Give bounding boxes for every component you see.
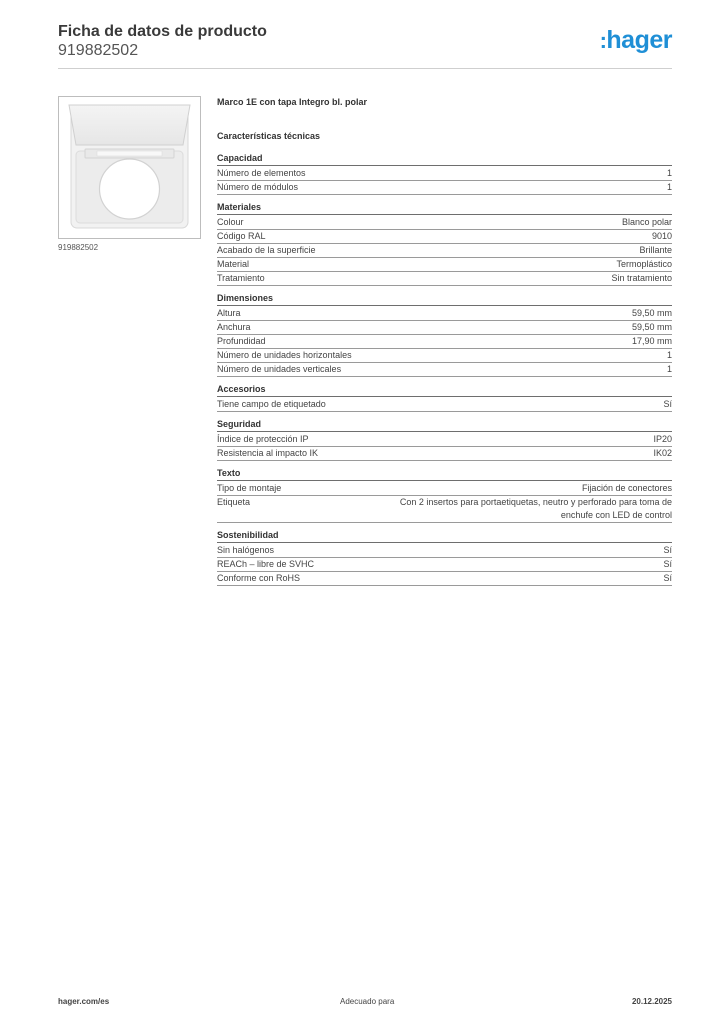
spec-value: 59,50 mm [631,308,672,318]
spec-section [217,152,672,195]
spec-section [217,418,672,461]
spec-row [217,321,672,335]
spec-value: 1 [666,182,672,192]
product-details [217,96,672,592]
spec-row [217,482,672,496]
logo-text: hager [606,26,672,54]
spec-row [217,244,672,258]
spec-row [217,272,672,286]
spec-row [217,363,672,377]
section-title: Accesorios [217,383,672,397]
spec-label: Número de unidades horizontales [217,350,352,360]
spec-row [217,349,672,363]
spec-value: IP20 [653,434,672,444]
product-code: 919882502 [58,42,139,59]
spec-label: Acabado de la superficie [217,245,316,255]
spec-row [217,258,672,272]
spec-label: Profundidad [217,336,266,346]
spec-value: Brillante [639,245,672,255]
spec-label: Tiene campo de etiquetado [217,399,326,409]
spec-value: Sí [663,545,672,555]
spec-value: Sí [663,573,672,583]
hager-logo [600,26,672,55]
spec-value: IK02 [653,448,672,458]
spec-row [217,181,672,195]
footer-website: hager.com/es [58,997,110,1006]
spec-row [217,447,672,461]
spec-value: 17,90 mm [631,336,672,346]
spec-row [217,230,672,244]
spec-label: Número de elementos [217,168,306,178]
spec-label: Anchura [217,322,251,332]
spec-row [217,558,672,572]
spec-row [217,335,672,349]
section-title: Texto [217,467,672,481]
spec-row [217,307,672,321]
spec-label: Número de unidades verticales [217,364,342,374]
spec-label: Colour [217,217,244,227]
section-title: Capacidad [217,152,672,166]
spec-section [217,383,672,412]
spec-value: 1 [666,350,672,360]
spec-row [217,496,672,523]
image-caption: 919882502 [58,243,99,252]
section-title: Seguridad [217,418,672,432]
spec-section [217,529,672,586]
spec-value: Sí [663,399,672,409]
technical-characteristics-title: Características técnicas [217,131,321,141]
spec-value: Sin tratamiento [611,273,672,283]
spec-value: Termoplástico [616,259,672,269]
product-name: Marco 1E con tapa Integro bl. polar [217,97,368,107]
logo-mark: : [599,28,607,53]
spec-value: Con 2 insertos para portaetiquetas, neutro y perforado para toma de enchufe con LED de control [399,497,672,520]
page-header [58,22,672,60]
footer-date: 20.12.2025 [631,997,672,1006]
product-image [58,96,201,239]
spec-row [217,167,672,181]
spec-label: Índice de protección IP [217,434,309,444]
section-title: Dimensiones [217,292,672,306]
spec-label: Código RAL [217,231,266,241]
spec-label: Material [217,259,250,269]
section-title: Materiales [217,201,672,215]
header-divider [58,68,672,69]
spec-row [217,398,672,412]
spec-label: Tratamiento [217,273,265,283]
spec-section [217,467,672,523]
spec-value: 1 [666,168,672,178]
product-frame-illustration [59,97,200,238]
spec-row [217,433,672,447]
specification-sections [217,152,672,586]
spec-label: Sin halógenos [217,545,275,555]
spec-value: Sí [663,559,672,569]
document-title: Ficha de datos de producto [58,23,267,40]
section-title: Sostenibilidad [217,529,672,543]
spec-label: Conforme con RoHS [217,573,301,583]
spec-section [217,201,672,286]
spec-row [217,572,672,586]
spec-value: Blanco polar [621,217,672,227]
spec-label: Resistencia al impacto IK [217,448,319,458]
footer-suitable-for: Adecuado para [340,997,395,1006]
spec-row [217,216,672,230]
spec-row [217,544,672,558]
spec-label: Tipo de montaje [217,483,282,493]
spec-value: 59,50 mm [631,322,672,332]
spec-label: Etiqueta [217,497,251,507]
spec-value: 1 [666,364,672,374]
spec-value: 9010 [651,231,672,241]
spec-label: Altura [217,308,241,318]
spec-label: REACh – libre de SVHC [217,559,315,569]
spec-label: Número de módulos [217,182,299,192]
spec-section [217,292,672,377]
spec-value: Fijación de conectores [581,483,672,493]
